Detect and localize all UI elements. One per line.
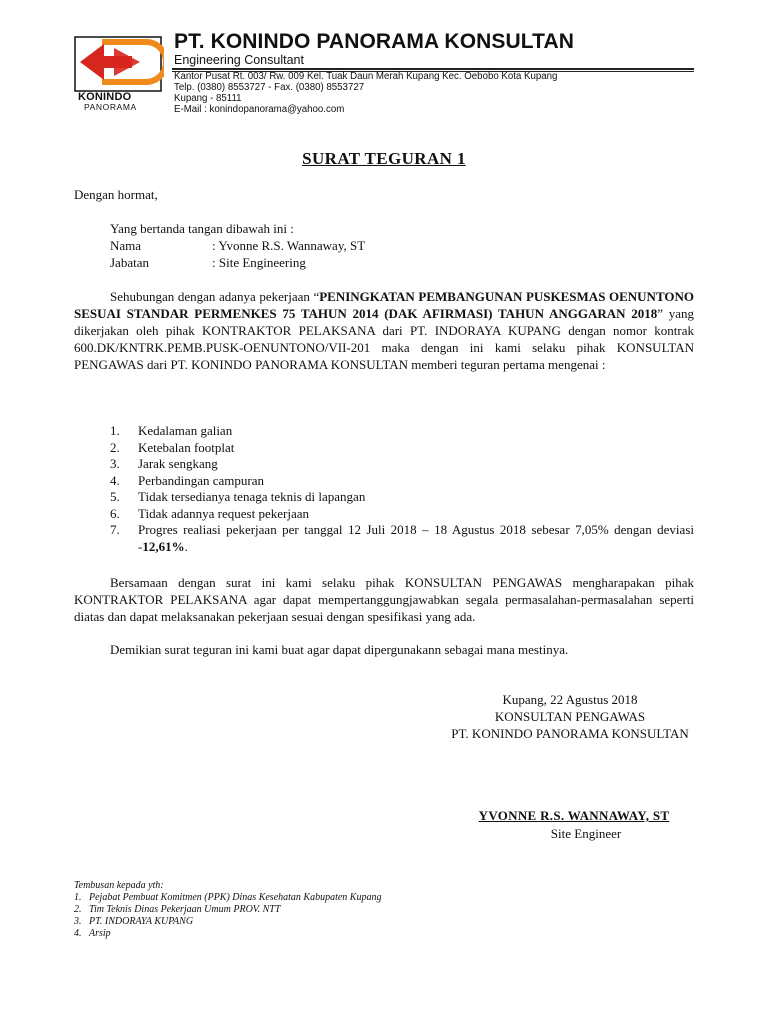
list-number: 3. [110,456,120,471]
list-item [110,522,694,555]
list-text: Tidak adannya request pekerjaan [138,505,309,521]
signer-role: KONSULTAN PENGAWAS [494,709,646,724]
list-text: Kedalaman galian [138,423,233,438]
company-phone: Telp. (0380) 8553727 - Fax. (0380) 8553727 [174,82,365,93]
name-value: : Yvonne R.S. Wannaway, ST [212,238,366,253]
letter-title: SURAT TEGURAN 1 [302,149,466,168]
cc-text: Tim Teknis Dinas Pekerjaan Umum PROV. NTT [89,904,281,915]
signer-position: Site Engineer [550,826,622,841]
list-text-end: . [184,538,188,554]
cc-text: PT. INDORAYA KUPANG [89,916,194,927]
position-label: Jabatan [110,255,149,270]
logo-text: KONINDO [78,91,132,103]
list-item [110,489,694,506]
cc-item [74,928,111,939]
cc-item [74,892,381,903]
cc-number: 2. [74,904,82,915]
list-text: Jarak sengkang [138,456,218,471]
project-name: PENINGKATAN PEMBANGUNAN PUSKESMAS OENUNTONO SESUAI STANDAR PERMENKES 75 TAHUN 2014 (DAK AFIRMASI) TAHUN ANGGARAN 2018 [74,289,694,321]
paragraph-subject-start: Sehubungan dengan adanya pekerjaan “ [110,289,320,304]
greeting: Dengan hormat, [74,187,158,202]
list-text: Tidak tersedianya tenaga teknis di lapangan [138,489,366,504]
cc-item [74,916,193,927]
company-logo [74,36,164,114]
list-number: 5. [110,489,120,504]
logo-subtext: PANORAMA [84,102,137,112]
list-number: 7. [110,522,120,537]
list-number: 1. [110,423,120,438]
company-subtitle: Engineering Consultant [174,53,304,67]
cc-text: Arsip [89,928,111,939]
place-date: Kupang, 22 Agustus 2018 [502,692,638,707]
list-number: 2. [110,439,120,455]
intro-text: Yang bertanda tangan dibawah ini : [110,221,294,236]
paragraph-subject-end: ” yang dikerjakan oleh pihak KONTRAKTOR PELAKSANA dari PT. INDORAYA KUPANG dengan nomor kontrak 600.DK/KNTRK.PEMB.PUSK-OENUNTONO/VII-201 maka dengan ini kami selaku pihak KONSULTAN PENGAWAS dari PT. KONINDO PANORAMA KONSULTAN memberi teguran pertama mengenai : [74,306,694,372]
paragraph-closing: Demikian surat teguran ini kami buat agar dapat dipergunakann sebagai mana mestinya. [110,642,569,657]
paragraph-expectation: Bersamaan dengan surat ini kami selaku pihak KONSULTAN PENGAWAS mengharapakan pihak KONTRAKTOR PELAKSANA agar dapat mempertanggungjawabkan segala permasalahan-permasalahan seperti diatas dan dapat melaksanakan pekerjaan sesuai dengan spesifikasi yang ada. [74,575,694,624]
list-text: Ketebalan footplat [138,439,235,455]
list-item [110,440,694,457]
list-number: 6. [110,505,120,521]
cc-label: Tembusan kepada yth: [74,880,164,891]
cc-number: 1. [74,892,82,903]
list-text: Progres realiasi pekerjaan per tanggal 12 Juli 2018 – 18 Agustus 2018 sebesar 7,05% dengan deviasi - [138,522,694,554]
list-number: 4. [110,472,120,488]
logo-icon [74,36,164,92]
deviation-value: 12,61% [142,538,185,554]
company-city: Kupang - 85111 [174,93,242,104]
signer-name: YVONNE R.S. WANNAWAY, ST [478,808,670,823]
company-name: PT. KONINDO PANORAMA KONSULTAN [174,30,575,53]
letterhead [74,30,694,120]
position-value: : Site Engineering [212,255,306,270]
list-item [110,423,694,440]
list-item [110,506,694,523]
company-email: E-Mail : konindopanorama@yahoo.com [174,104,345,115]
cc-item [74,904,280,915]
paragraph-subject [74,288,694,373]
cc-number: 3. [74,916,82,927]
cc-text: Pejabat Pembuat Komitmen (PPK) Dinas Kesehatan Kabupaten Kupang [89,892,382,903]
list-text: Perbandingan campuran [138,472,264,488]
header-divider [172,68,694,70]
list-item [110,473,694,490]
company-address: Kantor Pusat Rt. 003/ Rw. 009 Kel. Tuak Daun Merah Kupang Kec. Oebobo Kota Kupang [174,71,558,82]
list-item [110,456,694,473]
name-label: Nama [110,238,142,253]
signer-company: PT. KONINDO PANORAMA KONSULTAN [451,726,689,741]
issue-list [110,423,694,555]
cc-number: 4. [74,928,82,939]
